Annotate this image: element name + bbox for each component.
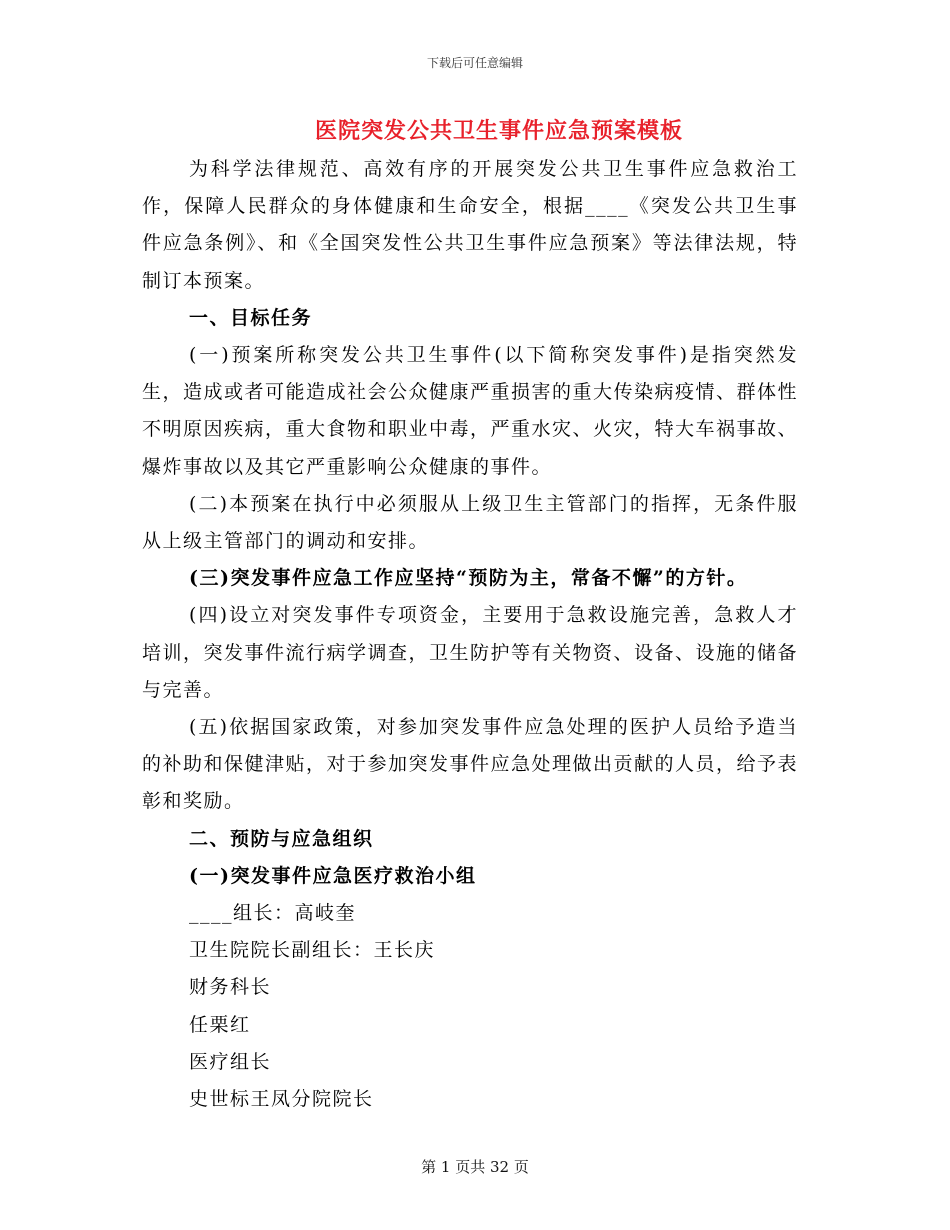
document-body [142,151,798,1118]
goal-item-2: (二)本预案在执行中必须服从上级卫生主管部门的指挥，无条件服从上级主管部门的调动和安排。 [142,492,798,553]
section-heading-organization: 二、预防与应急组织 [189,827,374,850]
page-header-note: 下载后可任意编辑 [426,56,523,70]
intro-paragraph: 为科学法律规范、高效有序的开展突发公共卫生事件应急救治工作，保障人民群众的身体健康和生命安全，根据____《突发公共卫生事件应急条例》、和《全国突发性公共卫生事件应急预案》等法律法规，特制订本预案。 [142,158,798,292]
team-member-line: 史世标王凤分院院长 [189,1088,374,1111]
section-heading-goals: 一、目标任务 [189,306,313,329]
goal-item-4: (四)设立对突发事件专项资金，主要用于急救设施完善，急救人才培训，突发事件流行病学调查，卫生防护等有关物资、设备、设施的储备与完善。 [142,604,799,701]
team-member-line: 任栗红 [189,1013,251,1036]
subsection-heading-rescue-team: (一)突发事件应急医疗救治小组 [189,864,477,887]
goal-item-1: (一)预案所称突发公共卫生事件(以下简称突发事件)是指突然发生，造成或者可能造成社会公众健康严重损害的重大传染病疫情、群体性不明原因疾病，重大食物和职业中毒，严重水灾、火灾，特大车祸事故、爆炸事故以及其它严重影响公众健康的事件。 [142,344,799,478]
team-member-line: 医疗组长 [189,1050,272,1073]
team-member-line: ____组长：高岐奎 [189,902,357,925]
document-title: 医院突发公共卫生事件应急预案模板 [314,118,683,144]
goal-item-3: (三)突发事件应急工作应坚持“预防为主，常备不懈”的方针。 [189,567,748,590]
page-number-footer: 第 1 页共 32 页 [421,1158,529,1176]
team-member-line: 卫生院院长副组长：王长庆 [189,939,436,962]
team-member-line: 财务科长 [189,976,272,999]
goal-item-5: (五)依据国家政策，对参加突发事件应急处理的医护人员给予造当的补助和保健津贴，对于参加突发事件应急处理做出贡献的人员，给予表彰和奖励。 [142,716,799,813]
